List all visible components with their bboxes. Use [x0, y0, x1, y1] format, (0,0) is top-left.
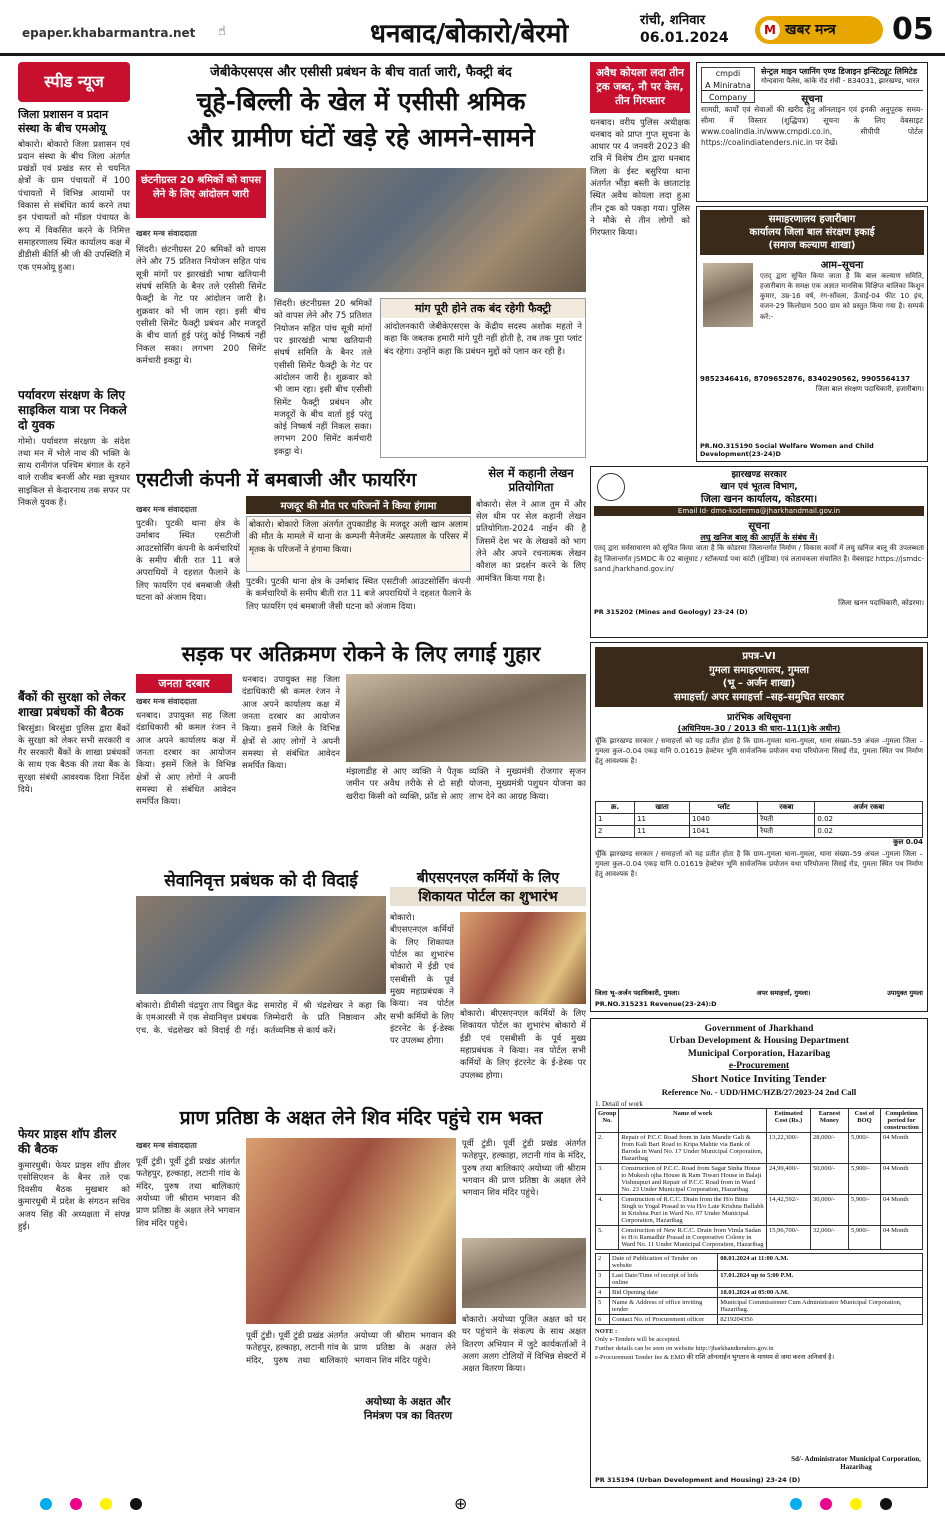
- ram-body-col: पूर्वी टुंडी। पूर्वी टुंडी प्रखंड अंतर्गत फतेहपुर, हल्काहा, लटानी गांव के मंदिर, पुरुष तथा बालिकाएं अयोध्या जी श्रीराम भगवान की प्राण प्रतिष्ठा के अक्षत लेने भगवान शिव मंदिर पहुंचे।: [246, 1331, 456, 1366]
- gumla-signers: [595, 988, 923, 997]
- bsnl-body: बोकारो। बीएसएनएल कर्मियों के लिए शिकायत पोर्टल का शुभारंभ बोकारो में ईडी एवं एसबीसी के पूर्व मुख्य महाप्रबंधक ने किया। नव पोर्टल सभी कर्मियों के लिए इंटरनेट के ई-डेस्क पर उपलब्ध होगा।: [390, 913, 454, 1047]
- speed-item-body: गोमो। पर्यावरण संरक्षण के संदेश तथा मन में भोले नाथ की भक्ति के साथ रानीगंज पश्चिम बंगाल के रहने वाले राजीव बनर्जी और मन्ना सूत्रधार साइकिल से केदारनाथ तक सफर पर निकले युवक हैं।: [18, 436, 130, 509]
- bsnl-body-col: बोकारो। बीएसएनएल कर्मियों के लिए शिकायत पोर्टल का शुभारंभ बोकारो में ईडी एवं एसबीसी के पूर्व मुख्य महाप्रबंधक ने किया। नव पोर्टल सभी कर्मियों के लिए इंटरनेट के ई-डेस्क पर उपलब्ध होगा।: [460, 1009, 586, 1081]
- table-cell: 2.: [596, 1132, 619, 1163]
- ram-body-col-2: पूर्वी टुंडी। पूर्वी टुंडी प्रखंड अंतर्गत फतेहपुर, हल्काहा, लटानी गांव के मंदिर, पुरुष तथा बालिकाएं अयोध्या जी श्रीराम भगवान की प्राण प्रतिष्ठा के अक्षत लेने भगवान शिव मंदिर पहुंचे।: [462, 1139, 586, 1199]
- table-row: [596, 1253, 923, 1270]
- speed-item-head: बैंकों की सुरक्षा को लेकर शाखा प्रबंधकों की बैठक: [18, 689, 126, 719]
- samaharnalay-body: एतद् द्वारा सूचित किया जाता है कि बाल कल्याण समिति, हजारीबाग के समक्ष एक अज्ञात मानसिक विक्षिप्त बालिका किशुन कुमार, उम्र-16 वर्ष, रंग-साँवला, ऊँचाई-04 फीट 10 इंच, वजन-29 किलोग्राम 500 ग्राम को प्रस्तुत किया गया है। सम्पर्क करें:-: [760, 272, 924, 321]
- table-header: Cost of BOQ: [849, 1108, 881, 1132]
- table-cell: 14,42,592/-: [767, 1194, 811, 1225]
- samaharnalay-ref: PR.NO.315190 Social Welfare Women and Child Development(23-24)D: [700, 442, 874, 458]
- koderma-title: सूचना: [748, 521, 770, 533]
- udhd-title: Government of Jharkhand: [704, 1024, 814, 1034]
- speed-item-head: पर्यावरण संरक्षण के लिए साइकिल यात्रा पर निकले दो युवक: [18, 387, 127, 432]
- table-cell: 11: [635, 826, 690, 838]
- table-cell: 04 Month: [881, 1163, 923, 1194]
- udhd-pr: PR 315194 (Urban Development and Housing) 23-24 (D): [595, 1476, 801, 1484]
- gumla-table: [595, 801, 923, 838]
- udhd-title: Municipal Corporation, Hazaribag: [687, 1048, 831, 1059]
- table-cell: 28,000/-: [811, 1132, 849, 1163]
- table-cell: 04 Month: [881, 1132, 923, 1163]
- gumla-notice: प्रारंभिक अधिसूचना: [727, 713, 791, 723]
- table-cell: Construction of P.C.C. Road from Sagar Sinha House to Mukesh ojha House & Ram Tiwari House in Balaji Vishnupuri and Repair of P.C.C Road from in Ward No. 23 Under Municipal Corporation, Hazaribag: [619, 1163, 767, 1194]
- cmpdi-tagline: A Miniratna Company: [705, 81, 751, 102]
- speed-item-body: बिरसुंडा। बिरसुंडा पुलिस द्वारा बैंकों के सुरक्षा को लेकर सभी सरकारी व गैर सरकारी बैंकों के शाखा प्रबंधकों के साथ एक बैठक की तथा बैंक के सुरक्षा संबंधी आवश्यक दिशा निर्देश दिये।: [18, 723, 130, 796]
- gumla-body-2: चूँकि झारखण्ड सरकार / समाहर्त्ता को यह प्रतीत होता है कि ग्राम–गुमला थाना–गुमला, थाना संख्या–59 अंचल –गुमला जिला –गुमला कुल–0.04 एकड़ यानि 0.01619 हेक्टेयर भूमि सार्वजनिक प्रयोजन यथा परियोजना सिसई रोड, गुमला स्थित पथ निर्माण हेतु आवश्यक है।: [595, 850, 923, 879]
- table-cell: 4.: [596, 1194, 619, 1225]
- udhd-signer: Sd/- Administrator Municipal Corporation, Hazaribag: [791, 1455, 921, 1471]
- table-cell: 1: [596, 814, 635, 826]
- protest-photo: [274, 168, 586, 292]
- illegal-coal-story: [590, 62, 690, 462]
- essay-body: बोकारो। सेल ने आज तुम में और सेल थीम पर सेल कहानी लेखन प्रतियोगिता-2024 नाईन की है जिसमें देश भर के लेखकों को भाग लेने और अपने रचनात्मक लेखन कौशल का प्रदर्शन करने के लिए आमंत्रित किया गया है।: [476, 499, 586, 584]
- table-cell: Construction of R.C.C. Drain from the H/o Bittu Singh to Yogal Prasad to via H/o Late Krishna Ballabh in Krishna Puri in Ward No. 07 Under Municipal Corporation, Hazaribag: [619, 1194, 767, 1225]
- farewell-photo: [136, 896, 386, 994]
- table-cell: 3: [596, 1270, 610, 1287]
- koderma-ad: [590, 466, 928, 638]
- table-row: [596, 814, 923, 826]
- child-photo: [703, 263, 753, 327]
- udhd-note: Only e-Tenders will be accepted.: [595, 1336, 681, 1344]
- coal-headline: अवैध कोयला लदा तीन ट्रक जब्त, नौ पर केस, तीन गिरफ्तार: [590, 62, 690, 113]
- table-cell: Name & Address of office inviting tender: [610, 1297, 718, 1314]
- table-cell: 11: [635, 814, 690, 826]
- lead-story: [136, 62, 586, 462]
- lead-byline: खबर मन्त्र संवाददाता: [136, 229, 197, 238]
- speed-item-body: कुमारधुबी। फेयर प्राइस शॉप डीलर एसोसिएशन के बैनर तले एक दिवसीय बैठक मुखबार को कुमारधुबी में प्रदेश के संगठन सचिव अजय सिंह की अध्यक्षता में संपन्न हुई।: [18, 1160, 130, 1233]
- bsnl-photo: [460, 912, 586, 1004]
- road-byline: खबर मन्त्र संवाददाता: [136, 697, 197, 706]
- table-header: Completion period for construction: [881, 1108, 923, 1132]
- samaharnalay-footer: जिला बाल संरक्षण पदाधिकारी, हजारीबाग।: [815, 385, 924, 393]
- table-row: [596, 1287, 923, 1297]
- bsnl-headline: बीएसएनएल कर्मियों के लिए: [416, 870, 560, 886]
- lead-body-col: सिंदरी। छंटनीग्रस्त 20 श्रमिकों को वापस लेने और 75 प्रतिशत नियोजन सहित पांच सूत्री मांगों पर झारखंडी भाषा खतियानी संघर्ष समिति के बैनर तले एसीसी सिमेंट फैक्ट्री के गेट पर आंदोलन जारी है। शुक्रवार को भी जाम रहा। इसी बीच एसीसी सिमेंट फैक्ट्री प्रबंधन और मजदूरों के बीच वार्ता हुई परंतु कोई निष्कर्ष नहीं निकल सका। लगभग 200 सिमेंट कर्मचारी इकट्ठा थे।: [274, 299, 372, 457]
- registration-mark-icon: [880, 1498, 892, 1510]
- sub-box-body: आंदोलनकारी जेबीकेएसएस के केंद्रीय सदस्य अशोक महतो ने कहा कि जबतक हमारी मांगे पूरी नहीं होती है, तब तक पुरा प्लांट बंद रहेगा। उन्होंने कहा कि प्रबंधन मुद्दों को प्लान कर रही है।: [384, 322, 582, 357]
- table-cell: 5,900/-: [849, 1132, 881, 1163]
- ram-byline: खबर मन्त्र संवाददाता: [136, 1141, 197, 1150]
- samaharnalay-title: (समाज कल्याण शाखा): [768, 240, 856, 251]
- samaharnalay-notice: आम–सूचना: [820, 260, 864, 271]
- cmpdi-body: सामग्री, कार्यों एवं सेवाओं की खरीद हेतु ऑनलाइन एवं इनकी अनुपूरक समय-सीमा में विस्तार (शुद्धिपत्र) सूचना के लिए वेबसाइट www.coalindia.in/www.cmpdi.co.in, सीपीपी पोर्टल https://coalindiatenders.nic.in पर देखें।: [701, 105, 923, 148]
- retired-story: [136, 868, 386, 1098]
- table-row: [596, 1132, 923, 1163]
- table-cell: 0.02: [815, 826, 923, 838]
- udhd-note[interactable]: Further details can be seen on website http://jharkhandtenders.gov.in: [595, 1345, 774, 1353]
- gumla-signer: जिला भू–अर्जन पदाधिकारी, गुमला।: [595, 989, 680, 997]
- registration-mark-icon: [70, 1498, 82, 1510]
- table-header: प्लॉट: [689, 802, 757, 814]
- koderma-signer: जिला खनन पदाधिकारी, कोडरमा।: [838, 599, 924, 608]
- table-cell: Contact No. of Procurement officer: [610, 1314, 718, 1324]
- registration-mark-icon: [100, 1498, 112, 1510]
- ram-bhakt-photo: [246, 1138, 456, 1324]
- essay-headline: सेल में कहानी लेखन प्रतियोगिता: [488, 466, 574, 495]
- speed-news-label: स्पीड न्यूज: [18, 62, 130, 102]
- edition-title: धनबाद/बोकारो/बेरमो: [370, 19, 569, 49]
- table-row: [596, 826, 923, 838]
- gumla-body: चूँकि झारखण्ड सरकार / समाहर्त्ता को यह प्रतीत होता है कि ग्राम–गुमला थाना–गुमला, थाना संख्या–59 अंचल –गुमला जिला –गुमला कुल–0.04 एकड़ यानि 0.01619 हेक्टेयर भूमि सार्वजनिक प्रयोजन यथा परियोजना सिसई रोड, गुमला स्थित पथ निर्माण हेतु आवश्यक है।: [595, 737, 923, 766]
- table-cell: 6: [596, 1314, 610, 1324]
- crosshair-icon: ⊕: [454, 1494, 468, 1513]
- registration-mark-icon: [850, 1498, 862, 1510]
- firing-byline: खबर मन्त्र संवाददाता: [136, 505, 197, 514]
- koderma-dept-line: झारखण्ड सरकार: [731, 470, 787, 480]
- bsnl-story: [390, 868, 586, 1098]
- table-cell: 17.01.2024 up to 5:00 P.M.: [718, 1270, 923, 1287]
- road-body-2: मंझलाडीह से आए व्यक्ति ने पैतृक जमीन पर अवैध तरीके से दो सही खरीदा किसी को व्यक्ति, फ्रॉड से आए व्यक्ति ने मुख्यमंत्री रोजगार सृजन योजना, मुख्यमंत्री पशुधन योजना का लाभ देने का आग्रह किया।: [346, 767, 586, 802]
- table-cell: 15,96,700/-: [767, 1225, 811, 1249]
- firing-story: [136, 466, 471, 634]
- cmpdi-org: सेन्ट्रल माइन प्लानिंग एण्ड डिजाइन इन्स्टिट्यूट लिमिटेड: [761, 67, 918, 76]
- table-cell: 4: [596, 1287, 610, 1297]
- gumla-signer: उपायुक्त गुमला: [887, 989, 923, 997]
- table-cell: 30,000/-: [811, 1194, 849, 1225]
- table-cell: 1040: [689, 814, 757, 826]
- udhd-tender-ad: [590, 1018, 928, 1488]
- table-header: क्र.: [596, 802, 635, 814]
- table-row: [596, 1297, 923, 1314]
- udhd-title: Short Notice Inviting Tender: [691, 1073, 827, 1086]
- table-cell: Date of Publication of Tender on website: [610, 1253, 718, 1270]
- table-cell: 5: [596, 1297, 610, 1314]
- udhd-note: e-Procurement Tender fee & EMD की राशि ऑनलाईन भुगतान के माध्यम से जमा करना अनिवार्य है।: [595, 1354, 835, 1362]
- koderma-subtitle: लघु खनिज बालू की आपूर्ति के संबंध में।: [700, 533, 818, 543]
- cmpdi-title: सूचना: [701, 90, 923, 105]
- essay-story: [476, 466, 586, 634]
- udhd-note-head: NOTE :: [595, 1327, 618, 1335]
- firing-body-col: पुटकी। पुटकी थाना क्षेत्र के उर्माबाद स्थित एसटीजी आउटसोर्सिंग कंपनी के कर्मचारियों के समीप बीती रात 11 बजे अपराधियों ने दहशत फैलाने के लिए फायरिंग एवं बमबाजी जैसी घटना को अंजाम दिया।: [246, 577, 471, 612]
- table-cell: 32,000/-: [811, 1225, 849, 1249]
- table-cell: 08.01.2024 at 11:00 A.M.: [718, 1253, 923, 1270]
- brand-name: खबर मन्त्र: [785, 22, 836, 38]
- site-url[interactable]: epaper.khabarmantra.net: [22, 26, 196, 40]
- speed-item-body: बोकारो। बोकारो जिला प्रशासन एवं प्रदान संस्था के बीच जिला अंतर्गत प्रखंडों एवं प्रखंड स्तर से चयनित क्षेत्रों के ग्राम पंचायतों में 100 पंचायतों में विभिन्न आयामों पर विकास से संबंधित कार्य करने तथा इन पंचायतों को मॉडल पंचायत के रूप में विकसित करने के निमित्त समाहरणालय स्थित कार्यालय कक्ष में डीडीसी कीर्ति श्री जी की उपस्थिति में एक एमओयू हुआ।: [18, 139, 130, 273]
- issue-date: 06.01.2024: [640, 30, 729, 46]
- table-cell: 1041: [689, 826, 757, 838]
- lead-headline: और ग्रामीण घंटों खड़े रहे आमने-सामने: [187, 123, 535, 152]
- bsnl-headline: शिकायत पोर्टल का शुभारंभ: [390, 887, 586, 906]
- lead-headline: चूहे-बिल्ली के खेल में एसीसी श्रमिक: [196, 87, 526, 116]
- udhd-ref: Reference No. - UDD/HMC/HZB/27/2023-24 2nd Call: [661, 1086, 857, 1097]
- table-cell: 24,99,400/-: [767, 1163, 811, 1194]
- table-cell: 3.: [596, 1163, 619, 1194]
- speed-news-column: [18, 62, 130, 1487]
- koderma-dept-line: खान एवं भूतत्व विभाग,: [720, 481, 798, 492]
- table-row: [596, 802, 923, 814]
- masthead: [0, 0, 945, 56]
- koderma-ref: PR 315202 (Mines and Geology) 23-24 (D): [594, 608, 748, 617]
- table-header: रकबा: [758, 802, 815, 814]
- table-cell: 2: [596, 1253, 610, 1270]
- road-story: [136, 640, 586, 862]
- gumla-total: कुल 0.04: [893, 838, 923, 846]
- table-row: [596, 1270, 923, 1287]
- koderma-body: एतद् द्वारा सर्वसाधारण को सूचित किया जाता है कि कोडरमा जिलान्तर्गत निर्माण / विकास कार्यों में लघु खनिज बालू की उपलब्धता हेतु जिलान्तर्गत JSMDC के 02 बालूघाट / स्टॉकयार्ड पथा कांटी (मुंडिया) एवं लतावकला संचालित है। वेबसाइट https://jsmdc-sand.jharkhand.gov.in/: [594, 544, 924, 573]
- koderma-dept-line: जिला खनन कार्यालय, कोडरमा।: [700, 494, 818, 506]
- ram-sub-headline: अयोध्या के अक्षत और निमंत्रण पत्र का वितरण: [363, 1396, 453, 1422]
- lead-callout: छंटनीग्रस्त 20 श्रमिकों को वापस लेने के लिए आंदोलन जारी: [136, 170, 266, 218]
- coal-body: धनबाद। वरीय पुलिस अधीक्षक धनबाद को प्राप्त गुप्त सूचना के आधार पर 4 जनवरी 2023 की रात्रि में विशेष टीम द्वारा धनबाद जिला के ईस्ट बसुरिया थाना अंतर्गत भौंड़ा बस्ती के छाताटांड़ स्थित अवैध कोयला लदा हुआ तीन ट्रक को पकड़ा गया। पुलिस ने मौके से तीन लोगों को गिरफ्तार किया।: [590, 117, 690, 239]
- brand-m-icon: M: [760, 20, 780, 40]
- gumla-title: (भू – अर्जन शाखा): [722, 678, 796, 689]
- road-tag: जनता दरबार: [136, 674, 232, 693]
- lead-sub-box: [380, 298, 586, 458]
- table-cell: रैयती: [758, 826, 815, 838]
- table-cell: 2: [596, 826, 635, 838]
- table-cell: 5,900/-: [849, 1225, 881, 1249]
- page-number: 05: [892, 12, 934, 47]
- gumla-title: गुमला समाहरणालय, गुमला: [709, 664, 809, 676]
- retired-headline: सेवानिवृत्त प्रबंधक को दी विदाई: [164, 871, 358, 891]
- table-cell: 18.01.2024 at 05:00 A.M.: [718, 1287, 923, 1297]
- table-header: Estimated Cost (Rs.): [767, 1108, 811, 1132]
- lead-body: सिंदरी। छंटनीग्रस्त 20 श्रमिकों को वापस लेने और 75 प्रतिशत नियोजन सहित पांच सूत्री मांगों पर झारखंडी भाषा खतियानी संघर्ष समिति के बैनर तले एसीसी सिमेंट फैक्ट्री के गेट पर आंदोलन जारी है। शुक्रवार को भी जाम रहा। इसी बीच एसीसी सिमेंट फैक्ट्री प्रबंधन और मजदूरों के बीच वार्ता हुई परंतु कोई निष्कर्ष नहीं निकल सका। लगभग 200 सिमेंट कर्मचारी इकट्ठा थे।: [136, 245, 266, 366]
- samaharnalay-phones: 9852346416, 8709652876, 8340290562, 9905564137: [700, 375, 911, 383]
- table-cell: 04 Month: [881, 1225, 923, 1249]
- speed-item-head: फेयर प्राइस शॉप डीलर की बैठक: [18, 1126, 117, 1156]
- table-cell: 8219204356: [718, 1314, 923, 1324]
- table-cell: Municipal Commissioner Cum Administrator Municipal Corporation, Hazaribag.: [718, 1297, 923, 1314]
- table-cell: 5,900/-: [849, 1163, 881, 1194]
- cmpdi-ad: [696, 62, 928, 202]
- udhd-section: 1. Detail of work: [595, 1099, 643, 1108]
- road-body-col: धनबाद। उपायुक्त सह जिला दंडाधिकारी श्री कमल रंजन ने आज अपने कार्यालय कक्ष में जनता दरबार का आयोजन किया। इसमें जिले के विभिन्न क्षेत्रों से आए लोगों ने अपनी समस्या से संबंधित आवेदन समर्पित किया।: [242, 675, 340, 772]
- registration-mark-icon: [790, 1498, 802, 1510]
- retired-body: बोकारो। डीवीसी चंद्रपुरा ताप विद्युत केंद्र के एमआरसी में एक सेवानिवृत्त प्रबंधक एच. के. चंद्रशेखर को विदाई दी गई। समारोह में श्री चंद्रशेखर ने कहा कि जिम्मेदारी के प्रति निष्ठावान और कर्तव्यनिष्ठ से कार्य करें।: [136, 1001, 386, 1036]
- firing-body: पुटकी। पुटकी थाना क्षेत्र के उर्माबाद स्थित एसटीजी आउटसोर्सिंग कंपनी के कर्मचारियों के समीप बीती रात 11 बजे अपराधियों ने दहशत फैलाने के लिए फायरिंग एवं बमबाजी जैसी घटना को अंजाम दिया।: [136, 519, 240, 603]
- janta-darbar-photo: [346, 674, 586, 762]
- table-cell: 50,000/-: [811, 1163, 849, 1194]
- table-header: Group No.: [596, 1108, 619, 1132]
- udhd-title: e-Procurement: [728, 1061, 790, 1072]
- udhd-title-block: [595, 1023, 923, 1098]
- cmpdi-logo: cmpdi A Miniratna Company: [701, 67, 755, 103]
- samaharnalay-title-block: [700, 210, 924, 255]
- table-header: Name of work: [619, 1108, 767, 1132]
- road-body: धनबाद। उपायुक्त सह जिला दंडाधिकारी श्री कमल रंजन ने आज अपने कार्यालय कक्ष में जनता दरबार का आयोजन किया। इसमें जिले के विभिन्न क्षेत्रों से आए लोगों ने अपनी समस्या से संबंधित आवेदन समर्पित किया।: [136, 711, 236, 808]
- jharkhand-emblem-icon: [597, 473, 625, 501]
- table-row: [596, 1314, 923, 1324]
- lead-kicker: जेबीकेएसएस और एसीसी प्रबंधन के बीच वार्ता जारी, फैक्ट्री बंद: [210, 65, 512, 80]
- gumla-title: समाहर्त्ता/ अपर समाहर्त्ता –सह–समुचित सरकार: [674, 691, 844, 703]
- brand-logo: [755, 16, 883, 44]
- table-header: Earnest Money: [811, 1108, 849, 1132]
- table-cell: Construction of New R.C.C. Drain from Vimla Sadan to H/o Ramadhir Prasad in Cooperative Colony in Ward No. 11 Under Municipal Corporation, Hazaribag: [619, 1225, 767, 1249]
- koderma-email[interactable]: Email Id- dmo-koderma@jharkhandmail.gov.in: [594, 506, 924, 516]
- speed-item-head: जिला प्रशासन व प्रदान संस्था के बीच एमओयू: [18, 108, 109, 135]
- table-row: [596, 1225, 923, 1249]
- ram-body: पूर्वी टुंडी। पूर्वी टुंडी प्रखंड अंतर्गत फतेहपुर, हल्काहा, लटानी गांव के मंदिर, पुरुष तथा बालिकाएं अयोध्या जी श्रीराम भगवान की प्राण प्रतिष्ठा के अक्षत लेने भगवान शिव मंदिर पहुंचे।: [136, 1157, 240, 1229]
- table-cell: 0.02: [815, 814, 923, 826]
- ram-sub-body: बोकारो। अयोध्या पूजित अक्षत को घर घर पहुंचाने के संकल्प के साथ अक्षत वितरण अभियान में जुटे कार्यकर्ताओं ने अलग अलग टोलियों में विभिन्न सेक्टरों में अक्षत वितरण किया।: [462, 1315, 586, 1375]
- table-row: [596, 1163, 923, 1194]
- udhd-works-table: [595, 1108, 923, 1250]
- gumla-ad: [590, 642, 928, 1012]
- table-cell: 13,22,300/-: [767, 1132, 811, 1163]
- place-day: रांची, शनिवार: [640, 13, 706, 28]
- samaharnalay-title: समाहरणालय हजारीबाग: [768, 214, 856, 225]
- udhd-title: Urban Development & Housing Department: [669, 1036, 849, 1047]
- table-header: खाता: [635, 802, 690, 814]
- samaharnalay-title: कार्यालय जिला बाल संरक्षण इकाई: [749, 227, 875, 238]
- firing-headline: एसटीजी कंपनी में बमबाजी और फायरिंग: [136, 469, 417, 491]
- samaharnalay-ad: [696, 206, 928, 462]
- ram-headline: प्राण प्रतिष्ठा के अक्षत लेने शिव मंदिर पहुंचे राम भक्त: [179, 1107, 543, 1129]
- udhd-notes: [595, 1328, 923, 1363]
- udhd-dates-table: [595, 1253, 923, 1325]
- akshat-photo: [462, 1238, 586, 1308]
- table-cell: Repair of P.C.C Road from in Jain Mandir Gali & from Kali Bari Road to Kripa Mahtie via Bank of Baroda in Ward No. 17 Under Municipal Corporation, Hazaribag: [619, 1132, 767, 1163]
- table-cell: रैयती: [758, 814, 815, 826]
- sub-box-head: मांग पूरी होने तक बंद रहेगी फैक्ट्री: [381, 299, 585, 318]
- road-headline: सड़क पर अतिक्रमण रोकने के लिए लगाई गुहार: [181, 642, 541, 666]
- gumla-title: प्रपत्र–VI: [742, 651, 776, 662]
- cmpdi-address: गोन्दवाना पैलेस, कांके रोड रांची - 834031, झारखण्ड, भारत: [761, 77, 920, 86]
- hand-cursor-icon: ☝: [218, 24, 226, 39]
- table-cell: 5,900/-: [849, 1194, 881, 1225]
- table-cell: Last Date/Time of receipt of bids online: [610, 1270, 718, 1287]
- gumla-act: (अधिनियम–30 / 2013 की धारा–11(1)के अधीन): [677, 724, 841, 733]
- gumla-ref: PR.NO.315231 Revenue(23-24):D: [595, 1000, 717, 1008]
- gumla-title-block: [595, 647, 923, 707]
- table-row: [596, 1108, 923, 1132]
- koderma-dept: [594, 470, 924, 506]
- registration-bar: [0, 1492, 945, 1517]
- firing-subhead: मजदूर की मौत पर परिजनों ने किया हंगामा: [246, 496, 471, 514]
- table-row: [596, 1194, 923, 1225]
- table-cell: Bid Opening date: [610, 1287, 718, 1297]
- ram-story: [136, 1104, 586, 1488]
- registration-mark-icon: [130, 1498, 142, 1510]
- gumla-signer: अपर समाहर्त्ता, गुमला।: [756, 989, 811, 997]
- registration-mark-icon: [40, 1498, 52, 1510]
- table-header: अर्जन रकबा: [815, 802, 923, 814]
- table-cell: 5.: [596, 1225, 619, 1249]
- table-cell: 04 Month: [881, 1194, 923, 1225]
- registration-mark-icon: [820, 1498, 832, 1510]
- firing-box: बोकारो। बोकारो जिला अंतर्गत तुपकाडीह के मजदूर अली खान अलाम की मौत के मामले में थाना के कम्पनी मैनेजमेंट अस्पताल के परिसर में मृतक के परिजनों ने हंगामा किया।: [246, 516, 471, 572]
